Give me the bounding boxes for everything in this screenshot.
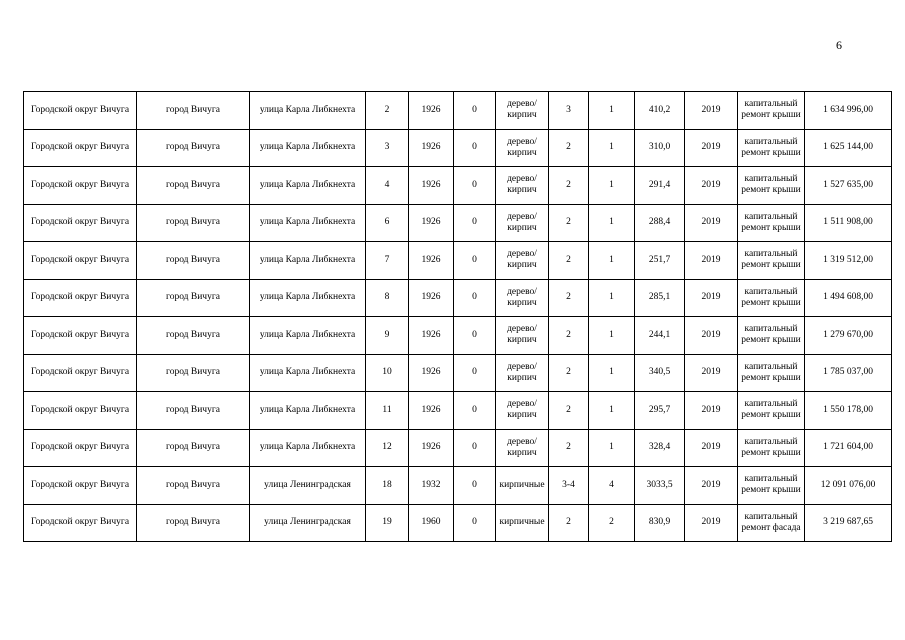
cell-entrances: 1 bbox=[589, 167, 635, 205]
cell-cost: 1 494 608,00 bbox=[805, 279, 892, 317]
cell-entrances: 1 bbox=[589, 204, 635, 242]
cell-street: улица Карла Либкнехта bbox=[250, 92, 366, 130]
cell-year-built: 1926 bbox=[409, 129, 454, 167]
table-row bbox=[24, 279, 892, 317]
cell-street: улица Ленинградская bbox=[250, 467, 366, 505]
cell-settlement: город Вичуга bbox=[137, 392, 250, 430]
cell-wall-material: дерево/кирпич bbox=[496, 429, 549, 467]
cell-okrug: Городской округ Вичуга bbox=[24, 204, 137, 242]
cell-cost: 1 511 908,00 bbox=[805, 204, 892, 242]
cell-area: 310,0 bbox=[635, 129, 685, 167]
cell-house-number: 6 bbox=[366, 204, 409, 242]
cell-zero: 0 bbox=[454, 279, 496, 317]
cell-okrug: Городской округ Вичуга bbox=[24, 279, 137, 317]
cell-cost: 1 527 635,00 bbox=[805, 167, 892, 205]
cell-entrances: 1 bbox=[589, 129, 635, 167]
table-row bbox=[24, 92, 892, 130]
cell-entrances: 1 bbox=[589, 242, 635, 280]
housing-repair-table bbox=[23, 91, 892, 542]
cell-year-built: 1926 bbox=[409, 279, 454, 317]
cell-work-type: капитальный ремонт крыши bbox=[738, 392, 805, 430]
cell-house-number: 4 bbox=[366, 167, 409, 205]
cell-entrances: 4 bbox=[589, 467, 635, 505]
cell-plan-year: 2019 bbox=[685, 92, 738, 130]
cell-floors: 2 bbox=[549, 354, 589, 392]
cell-plan-year: 2019 bbox=[685, 354, 738, 392]
cell-cost: 1 279 670,00 bbox=[805, 317, 892, 355]
cell-settlement: город Вичуга bbox=[137, 354, 250, 392]
table-body bbox=[24, 92, 892, 542]
cell-wall-material: дерево/кирпич bbox=[496, 167, 549, 205]
cell-wall-material: кирпичные bbox=[496, 504, 549, 542]
cell-year-built: 1926 bbox=[409, 242, 454, 280]
cell-house-number: 3 bbox=[366, 129, 409, 167]
cell-floors: 2 bbox=[549, 167, 589, 205]
cell-settlement: город Вичуга bbox=[137, 504, 250, 542]
cell-plan-year: 2019 bbox=[685, 429, 738, 467]
cell-zero: 0 bbox=[454, 204, 496, 242]
cell-cost: 1 625 144,00 bbox=[805, 129, 892, 167]
cell-wall-material: кирпичные bbox=[496, 467, 549, 505]
table-row bbox=[24, 129, 892, 167]
cell-house-number: 19 bbox=[366, 504, 409, 542]
cell-house-number: 7 bbox=[366, 242, 409, 280]
cell-okrug: Городской округ Вичуга bbox=[24, 317, 137, 355]
cell-entrances: 1 bbox=[589, 354, 635, 392]
cell-street: улица Ленинградская bbox=[250, 504, 366, 542]
cell-street: улица Карла Либкнехта bbox=[250, 204, 366, 242]
cell-plan-year: 2019 bbox=[685, 129, 738, 167]
cell-entrances: 2 bbox=[589, 504, 635, 542]
cell-okrug: Городской округ Вичуга bbox=[24, 429, 137, 467]
cell-cost: 1 319 512,00 bbox=[805, 242, 892, 280]
cell-okrug: Городской округ Вичуга bbox=[24, 467, 137, 505]
cell-plan-year: 2019 bbox=[685, 204, 738, 242]
table-row bbox=[24, 317, 892, 355]
cell-house-number: 11 bbox=[366, 392, 409, 430]
cell-work-type: капитальный ремонт фасада bbox=[738, 504, 805, 542]
cell-wall-material: дерево/кирпич bbox=[496, 242, 549, 280]
cell-cost: 12 091 076,00 bbox=[805, 467, 892, 505]
cell-year-built: 1926 bbox=[409, 204, 454, 242]
cell-street: улица Карла Либкнехта bbox=[250, 129, 366, 167]
cell-cost: 1 785 037,00 bbox=[805, 354, 892, 392]
cell-settlement: город Вичуга bbox=[137, 317, 250, 355]
cell-okrug: Городской округ Вичуга bbox=[24, 392, 137, 430]
cell-zero: 0 bbox=[454, 392, 496, 430]
cell-plan-year: 2019 bbox=[685, 317, 738, 355]
cell-area: 285,1 bbox=[635, 279, 685, 317]
cell-house-number: 8 bbox=[366, 279, 409, 317]
cell-area: 830,9 bbox=[635, 504, 685, 542]
cell-wall-material: дерево/кирпич bbox=[496, 92, 549, 130]
cell-plan-year: 2019 bbox=[685, 392, 738, 430]
cell-year-built: 1926 bbox=[409, 317, 454, 355]
cell-floors: 2 bbox=[549, 504, 589, 542]
table-row bbox=[24, 204, 892, 242]
cell-settlement: город Вичуга bbox=[137, 279, 250, 317]
table-row bbox=[24, 504, 892, 542]
cell-house-number: 2 bbox=[366, 92, 409, 130]
cell-floors: 2 bbox=[549, 429, 589, 467]
cell-plan-year: 2019 bbox=[685, 167, 738, 205]
cell-entrances: 1 bbox=[589, 92, 635, 130]
cell-entrances: 1 bbox=[589, 317, 635, 355]
cell-street: улица Карла Либкнехта bbox=[250, 167, 366, 205]
cell-area: 340,5 bbox=[635, 354, 685, 392]
cell-okrug: Городской округ Вичуга bbox=[24, 504, 137, 542]
cell-wall-material: дерево/кирпич bbox=[496, 354, 549, 392]
cell-entrances: 1 bbox=[589, 392, 635, 430]
cell-work-type: капитальный ремонт крыши bbox=[738, 92, 805, 130]
page-number: 6 bbox=[836, 38, 842, 52]
cell-plan-year: 2019 bbox=[685, 279, 738, 317]
cell-area: 251,7 bbox=[635, 242, 685, 280]
cell-zero: 0 bbox=[454, 92, 496, 130]
cell-cost: 1 634 996,00 bbox=[805, 92, 892, 130]
cell-area: 410,2 bbox=[635, 92, 685, 130]
cell-street: улица Карла Либкнехта bbox=[250, 317, 366, 355]
cell-settlement: город Вичуга bbox=[137, 167, 250, 205]
cell-floors: 2 bbox=[549, 392, 589, 430]
cell-work-type: капитальный ремонт крыши bbox=[738, 167, 805, 205]
cell-cost: 1 721 604,00 bbox=[805, 429, 892, 467]
cell-wall-material: дерево/кирпич bbox=[496, 129, 549, 167]
cell-entrances: 1 bbox=[589, 279, 635, 317]
cell-work-type: капитальный ремонт крыши bbox=[738, 204, 805, 242]
cell-year-built: 1926 bbox=[409, 92, 454, 130]
cell-plan-year: 2019 bbox=[685, 242, 738, 280]
cell-area: 295,7 bbox=[635, 392, 685, 430]
table-row bbox=[24, 429, 892, 467]
cell-plan-year: 2019 bbox=[685, 504, 738, 542]
cell-house-number: 9 bbox=[366, 317, 409, 355]
cell-year-built: 1926 bbox=[409, 167, 454, 205]
cell-year-built: 1926 bbox=[409, 354, 454, 392]
cell-zero: 0 bbox=[454, 129, 496, 167]
cell-floors: 2 bbox=[549, 317, 589, 355]
cell-settlement: город Вичуга bbox=[137, 92, 250, 130]
cell-wall-material: дерево/кирпич bbox=[496, 279, 549, 317]
cell-wall-material: дерево/кирпич bbox=[496, 317, 549, 355]
cell-settlement: город Вичуга bbox=[137, 467, 250, 505]
cell-street: улица Карла Либкнехта bbox=[250, 354, 366, 392]
cell-settlement: город Вичуга bbox=[137, 242, 250, 280]
cell-year-built: 1932 bbox=[409, 467, 454, 505]
cell-floors: 2 bbox=[549, 129, 589, 167]
cell-area: 328,4 bbox=[635, 429, 685, 467]
cell-work-type: капитальный ремонт крыши bbox=[738, 354, 805, 392]
table-row bbox=[24, 242, 892, 280]
cell-cost: 1 550 178,00 bbox=[805, 392, 892, 430]
cell-zero: 0 bbox=[454, 242, 496, 280]
cell-settlement: город Вичуга bbox=[137, 129, 250, 167]
cell-okrug: Городской округ Вичуга bbox=[24, 129, 137, 167]
cell-zero: 0 bbox=[454, 354, 496, 392]
cell-street: улица Карла Либкнехта bbox=[250, 429, 366, 467]
cell-wall-material: дерево/кирпич bbox=[496, 392, 549, 430]
cell-settlement: город Вичуга bbox=[137, 429, 250, 467]
cell-year-built: 1926 bbox=[409, 392, 454, 430]
cell-street: улица Карла Либкнехта bbox=[250, 392, 366, 430]
cell-zero: 0 bbox=[454, 429, 496, 467]
cell-street: улица Карла Либкнехта bbox=[250, 242, 366, 280]
cell-area: 244,1 bbox=[635, 317, 685, 355]
cell-settlement: город Вичуга bbox=[137, 204, 250, 242]
cell-floors: 3 bbox=[549, 92, 589, 130]
cell-year-built: 1960 bbox=[409, 504, 454, 542]
cell-cost: 3 219 687,65 bbox=[805, 504, 892, 542]
cell-okrug: Городской округ Вичуга bbox=[24, 167, 137, 205]
cell-plan-year: 2019 bbox=[685, 467, 738, 505]
cell-floors: 2 bbox=[549, 279, 589, 317]
table-row bbox=[24, 167, 892, 205]
cell-street: улица Карла Либкнехта bbox=[250, 279, 366, 317]
cell-house-number: 12 bbox=[366, 429, 409, 467]
cell-okrug: Городской округ Вичуга bbox=[24, 92, 137, 130]
cell-zero: 0 bbox=[454, 167, 496, 205]
cell-area: 3033,5 bbox=[635, 467, 685, 505]
cell-work-type: капитальный ремонт крыши bbox=[738, 467, 805, 505]
cell-floors: 2 bbox=[549, 204, 589, 242]
cell-zero: 0 bbox=[454, 504, 496, 542]
cell-floors: 2 bbox=[549, 242, 589, 280]
cell-entrances: 1 bbox=[589, 429, 635, 467]
cell-area: 291,4 bbox=[635, 167, 685, 205]
cell-house-number: 18 bbox=[366, 467, 409, 505]
cell-work-type: капитальный ремонт крыши bbox=[738, 429, 805, 467]
cell-area: 288,4 bbox=[635, 204, 685, 242]
cell-work-type: капитальный ремонт крыши bbox=[738, 279, 805, 317]
cell-work-type: капитальный ремонт крыши bbox=[738, 242, 805, 280]
table-row bbox=[24, 392, 892, 430]
table-row bbox=[24, 354, 892, 392]
cell-work-type: капитальный ремонт крыши bbox=[738, 317, 805, 355]
cell-year-built: 1926 bbox=[409, 429, 454, 467]
cell-zero: 0 bbox=[454, 467, 496, 505]
cell-okrug: Городской округ Вичуга bbox=[24, 242, 137, 280]
cell-house-number: 10 bbox=[366, 354, 409, 392]
cell-work-type: капитальный ремонт крыши bbox=[738, 129, 805, 167]
cell-floors: 3-4 bbox=[549, 467, 589, 505]
cell-okrug: Городской округ Вичуга bbox=[24, 354, 137, 392]
cell-zero: 0 bbox=[454, 317, 496, 355]
cell-wall-material: дерево/кирпич bbox=[496, 204, 549, 242]
table-row bbox=[24, 467, 892, 505]
